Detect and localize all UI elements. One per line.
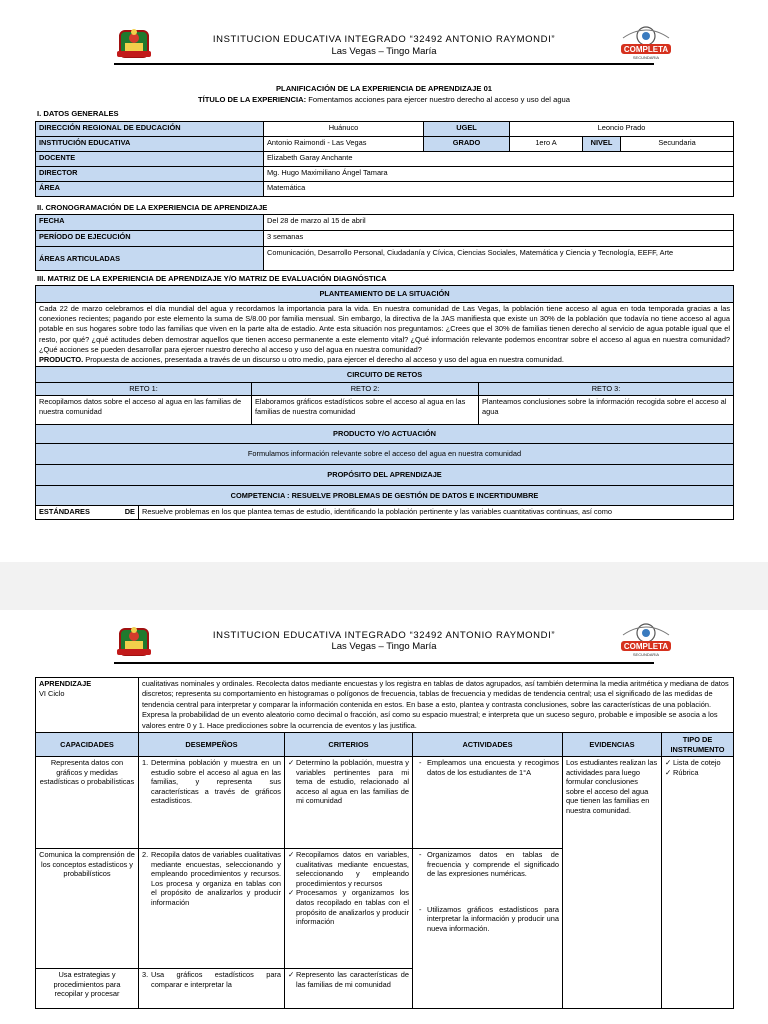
aprendizaje-label-2: VI Ciclo [39,688,65,698]
column-header: CAPACIDADES [36,733,139,757]
column-header: ACTIVIDADES [413,733,563,757]
criterio-item: ✓ Represento las características de las familias de mi comunidad [288,970,409,989]
institution-name: INSTITUCION EDUCATIVA INTEGRADO “32492 ANTONIO RAYMONDI” [212,630,556,641]
column-header: DESEMPEÑOS [139,733,285,757]
reto-2-text: Elaboramos gráficos estadísticos sobre el acceso al agua en las familias de nuestra comunidad [252,396,479,425]
document-title: PLANIFICACIÓN DE LA EXPERIENCIA DE APRENDIZAJE 01 [275,84,493,93]
grado-value: 1ero A [510,137,583,152]
table-row [36,678,734,733]
capacidad-cell: Representa datos con gráficos y medidas estadísticas o probabilísticas [36,757,139,849]
table-row [36,286,734,303]
fecha-label: FECHA [36,215,264,231]
table-row [36,383,734,396]
capacidades-table [35,677,734,1009]
matriz-table [35,285,734,520]
evidencias-cell: Los estudiantes realizan las actividades para luego formular conclusiones sobre el acceso del agua que tienen las familias en nuestra comunidad. [563,757,662,1009]
capacidad-cell: Comunica la comprensión de los conceptos estadísticos y probabilísticos [36,849,139,969]
desempeno-number: 2. [142,850,149,860]
table-row [36,303,734,367]
document-subtitle [0,95,768,104]
page-gap [0,562,768,610]
institution-location: Las Vegas – Tingo María [331,46,437,57]
reto-2-title: RETO 2: [252,383,479,396]
producto-actuacion-header: PRODUCTO Y/O ACTUACIÓN [36,425,734,444]
ugel-value: Leoncio Prado [510,122,734,137]
table-row [36,152,734,167]
periodo-label: PERÍODO DE EJECUCIÓN [36,231,264,247]
table-row [36,182,734,197]
school-crest-icon [114,27,154,63]
director-value: Mg. Hugo Maximiliano Ángel Tamara [264,167,734,182]
cronograma-table [35,214,734,271]
ie-label: INSTITUCIÓN EDUCATIVA [36,137,264,152]
column-header: TIPO DE INSTRUMENTO [662,733,734,757]
desempeno-text: Recopila datos de variables cualitativas mediante encuestas, seleccionando y empleando procedimientos y recursos. Los procesa y organiza en tablas con el propósito de analizarlos y producir información [151,850,281,907]
desempeno-number: 3. [142,970,149,980]
aprendizaje-label-1: APRENDIZAJE [39,679,92,688]
periodo-value: 3 semanas [264,231,734,247]
desempeno-cell [139,969,285,1009]
dre-value: Huánuco [264,122,424,137]
ugel-label: UGEL [424,122,510,137]
table-row [36,215,734,231]
situacion-text: Cada 22 de marzo celebramos el día mundial del agua y recordamos la importancia para la vida. En nuestra comunidad de Las Vegas, la población tiene acceso al agua en toda temporada gracias a las conexiones recientes; pagando por este elemento la suma de S/8.00 por familia mensual. Sin embargo, la directiva de la JAS manifiesta que existe un 30% de la población que todavía no tiene acceso al agua potable en sus hogares sobre todo las familias que viven en la parte alta de estadio. Ante esta situación nos preguntamos: ¿Crees que el 30% de familias tienen derecho al servicio de agua potable igual que el resto, por qué? ¿qué actitudes deben demostrar aquellos que tienen acceso permanente a este elemento vital? ¿Qué información relevante podemos encontrar sobre el acceso al agua en nuestra comunidad? ¿Qué acciones se pueden desarrollar para ejercer nuestro derecho al acceso y uso del agua en nuestra comunidad? [39,304,731,354]
actividad-item: - Empleamos una encuesta y recogimos datos de los estudiantes de 1°A [419,758,559,777]
instrumento-item: ✓ Lista de cotejo [665,758,730,768]
instrumentos-cell [662,757,734,1009]
section-matriz-heading: III. MATRIZ DE LA EXPERIENCIA DE APRENDIZAJE Y/O MATRIZ DE EVALUACIÓN DIAGNÓSTICA [37,274,387,283]
jornada-completa-logo-icon [617,621,675,657]
circuito-header: CIRCUITO DE RETOS [36,367,734,383]
table-row [36,757,734,849]
header-divider [114,63,654,65]
producto-actuacion-text: Formulamos información relevante sobre el acceso del agua en nuestra comunidad [36,444,734,465]
reto-3-title: RETO 3: [479,383,734,396]
table-row [36,167,734,182]
areas-label: ÁREAS ARTICULADAS [36,247,264,271]
situacion-header: PLANTEAMIENTO DE LA SITUACIÓN [36,286,734,303]
institution-location: Las Vegas – Tingo María [331,641,437,652]
table-row [36,247,734,271]
areas-value: Comunicación, Desarrollo Personal, Ciudadanía y Cívica, Ciencias Sociales, Matemática y Ciencia y Tecnología, EEFF, Arte [264,247,734,271]
criterios-cell [285,969,413,1009]
instrumento-item: ✓ Rúbrica [665,768,730,778]
estandares-label-1: ESTÁNDARES [39,507,90,517]
table-row [36,506,734,520]
actividad-item: - Organizamos datos en tablas de frecuencia y comprende el significado de las expresiones numéricas. [419,850,559,879]
capacidad-cell: Usa estrategias y procedimientos para recopilar y procesar [36,969,139,1009]
section-datos-generales-heading: I. DATOS GENERALES [37,109,119,118]
producto-text: Propuesta de acciones, presentada a través de un discurso u otro medio, para ejercer el derecho al acceso y uso del agua en nuestra comunidad. [85,355,564,365]
table-row [36,465,734,486]
area-value: Matemática [264,182,734,197]
area-label: ÁREA [36,182,264,197]
institution-name: INSTITUCION EDUCATIVA INTEGRADO “32492 ANTONIO RAYMONDI” [212,34,556,45]
jornada-completa-logo-icon [617,24,675,60]
docente-value: Elizabeth Garay Anchante [264,152,734,167]
desempeno-cell [139,757,285,849]
section-cronograma-heading: II. CRONOGRAMACIÓN DE LA EXPERIENCIA DE APRENDIZAJE [37,203,268,212]
header-divider [114,662,654,664]
column-header: EVIDENCIAS [563,733,662,757]
table-row [36,367,734,383]
logo-text: COMPLETA [623,45,669,54]
producto-label: PRODUCTO. [39,355,84,365]
competencia-header: COMPETENCIA : RESUELVE PROBLEMAS DE GESTIÓN DE DATOS E INCERTIDUMBRE [36,486,734,506]
table-row [36,122,734,137]
desempeno-text: Usa gráficos estadísticos para comparar e interpretar la [151,970,281,989]
table-row [36,396,734,425]
estandares-text-1: Resuelve problemas en los que plantea temas de estudio, identificando la población pertinente y las variables cuantitativas continuas, así como [139,506,734,520]
document-page-2 [0,610,768,1024]
table-row [36,137,734,152]
criterios-cell [285,849,413,969]
actividades-cell [413,757,563,849]
director-label: DIRECTOR [36,167,264,182]
nivel-value: Secundaria [621,137,734,152]
desempeno-number: 1. [142,758,149,768]
fecha-value: Del 28 de marzo al 15 de abril [264,215,734,231]
table-row [36,231,734,247]
grado-label: GRADO [424,137,510,152]
actividades-cell [413,849,563,1009]
actividad-item: - Utilizamos gráficos estadísticos para interpretar la información y producir una nueva información. [419,905,559,934]
estandares-label-cell [36,506,139,520]
estandares-label-2: DE [124,507,135,517]
nivel-label: NIVEL [583,137,621,152]
logo-text: COMPLETA [623,642,669,651]
logo-subtext: SECUNDARIA [632,55,660,60]
docente-label: DOCENTE [36,152,264,167]
reto-1-title: RETO 1: [36,383,252,396]
dre-label: DIRECCIÓN REGIONAL DE EDUCACIÓN [36,122,264,137]
table-header-row [36,733,734,757]
logo-subtext: SECUNDARIA [632,652,660,657]
reto-1-text: Recopilamos datos sobre el acceso al agua en las familias de nuestra comunidad [36,396,252,425]
subtitle-value: Fomentamos acciones para ejercer nuestro derecho al acceso y uso del agua [308,95,570,104]
subtitle-label: TÍTULO DE LA EXPERIENCIA: [198,95,307,104]
table-row [36,444,734,465]
desempeno-text: Determina población y muestra en un estudio sobre el acceso al agua en las familias, y representa sus características a través de gráficos estadísticos. [151,758,281,806]
column-header: CRITERIOS [285,733,413,757]
proposito-header: PROPÓSITO DEL APRENDIZAJE [36,465,734,486]
criterios-cell [285,757,413,849]
reto-3-text: Planteamos conclusiones sobre la información recogida sobre el acceso al agua [479,396,734,425]
estandares-text-2: cualitativas nominales y ordinales. Recolecta datos mediante encuestas y los registra en tablas de datos agrupados, así también determina la media aritmética y mediana de datos discretos; representa su comportamiento en histogramas o polígonos de frecuencia, tablas de frecuencia y medidas de tendencia central; usa el significado de las medidas de tendencia central para interpretar y comparar la información contenida en estos. En base a esto, plantea y contrasta conclusiones, sobre las características de una población. Expresa la probabilidad de un evento aleatorio como decimal o fracción, así como su espacio muestral; e interpreta que un suceso seguro, probable e imposible se asocia a los valores entre 0 y 1. Hace predicciones sobre la ocurrencia de eventos y las justifica. [139,678,734,733]
desempeno-cell [139,849,285,969]
criterio-item: ✓ Determino la población, muestra y variables pertinentes para mi tema de estudio, relacionado al acceso al agua en las familias de mi comunidad [288,758,409,806]
criterio-item: ✓ Procesamos y organizamos los datos recopilado en tablas con el propósito de analizarlos y producir información [288,888,409,926]
datos-generales-table [35,121,734,197]
situacion-cell [36,303,734,367]
table-row [36,425,734,444]
criterio-item: ✓ Recopilamos datos en variables, cualitativas mediante encuestas, seleccionando y empleando procedimientos y recursos [288,850,409,888]
ie-value: Antonio Raimondi - Las Vegas [264,137,424,152]
aprendizaje-label-cell [36,678,139,733]
table-row [36,486,734,506]
